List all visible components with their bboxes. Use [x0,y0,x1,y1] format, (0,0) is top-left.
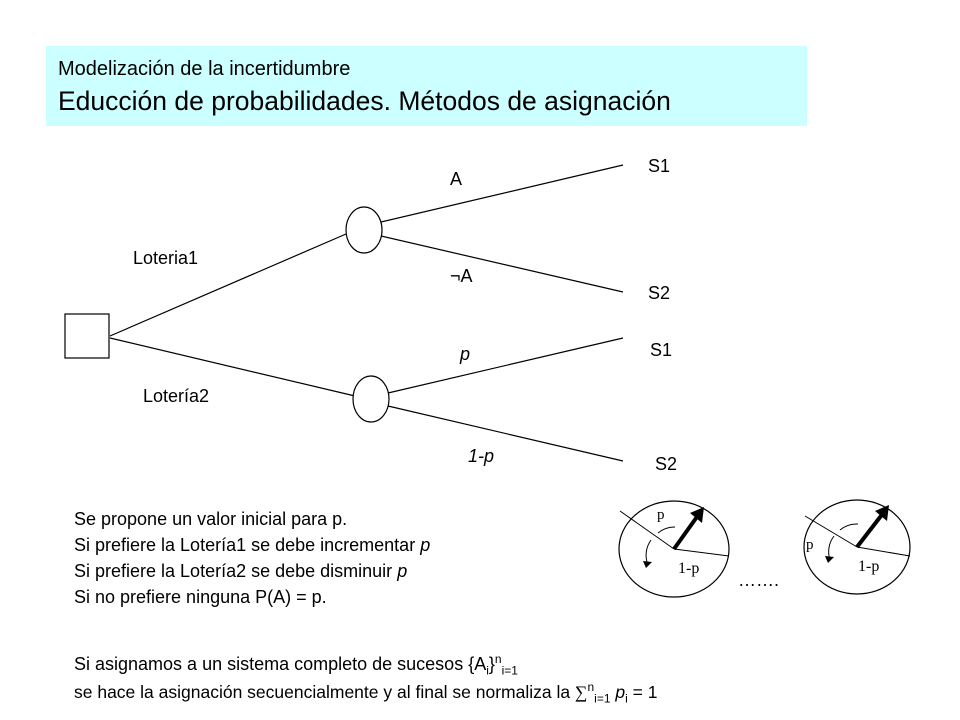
text-line-4: Si no prefiere ninguna P(A) = p. [74,587,327,607]
label-outcome-s2-bottom: S2 [655,454,678,474]
text-line-1: Se propone un valor inicial para p. [74,509,348,529]
label-prob-1-minus-p: 1-p [468,446,495,466]
label-lottery2: Lotería2 [143,386,210,406]
decision-node [65,314,109,358]
branch-a-line [381,165,623,222]
chance-node-bottom [353,376,389,422]
label-event-a: A [450,169,463,189]
label-prob-p: p [460,344,471,364]
slide-subtitle: Modelización de la incertidumbre [58,58,351,80]
label-outcome-s1-top: S1 [648,156,671,176]
text-line-2: Si prefiere la Lotería1 se debe incrementar p [74,535,431,555]
branch-not-a-line [381,236,623,292]
label-outcome-s1-bottom: S1 [650,340,673,360]
text-line-6: se hace la asignación secuencialmente y al final se normaliza la ∑$^n_{i=1}$ $p_i = 1$ [74,680,658,706]
probability-wheel-left [619,501,729,597]
label-outcome-s2-top: S2 [648,283,671,303]
branch-1mp-line [388,406,623,461]
wheel-right-label-p: p [806,537,814,553]
wheel-left-label-1-minus-p: 1-p [678,560,700,577]
branch-p-line [388,338,623,393]
wheel-left-label-p: p [657,507,665,523]
label-event-not-a: ¬A [450,266,473,286]
wheels-ellipsis: ……. [738,570,780,590]
probability-wheel-right [804,500,910,594]
slide-title: Educción de probabilidades. Métodos de asignación [58,86,671,116]
text-line-3: Si prefiere la Lotería2 se debe disminuir p [74,561,408,581]
label-lottery1: Loteria1 [133,248,199,268]
chance-node-top [346,207,382,253]
text-line-5: Si asignamos a un sistema completo de sucesos $\{A_i\}^n_{i=1}$ [74,652,518,678]
wheel-right-label-1-minus-p: 1-p [858,558,880,575]
